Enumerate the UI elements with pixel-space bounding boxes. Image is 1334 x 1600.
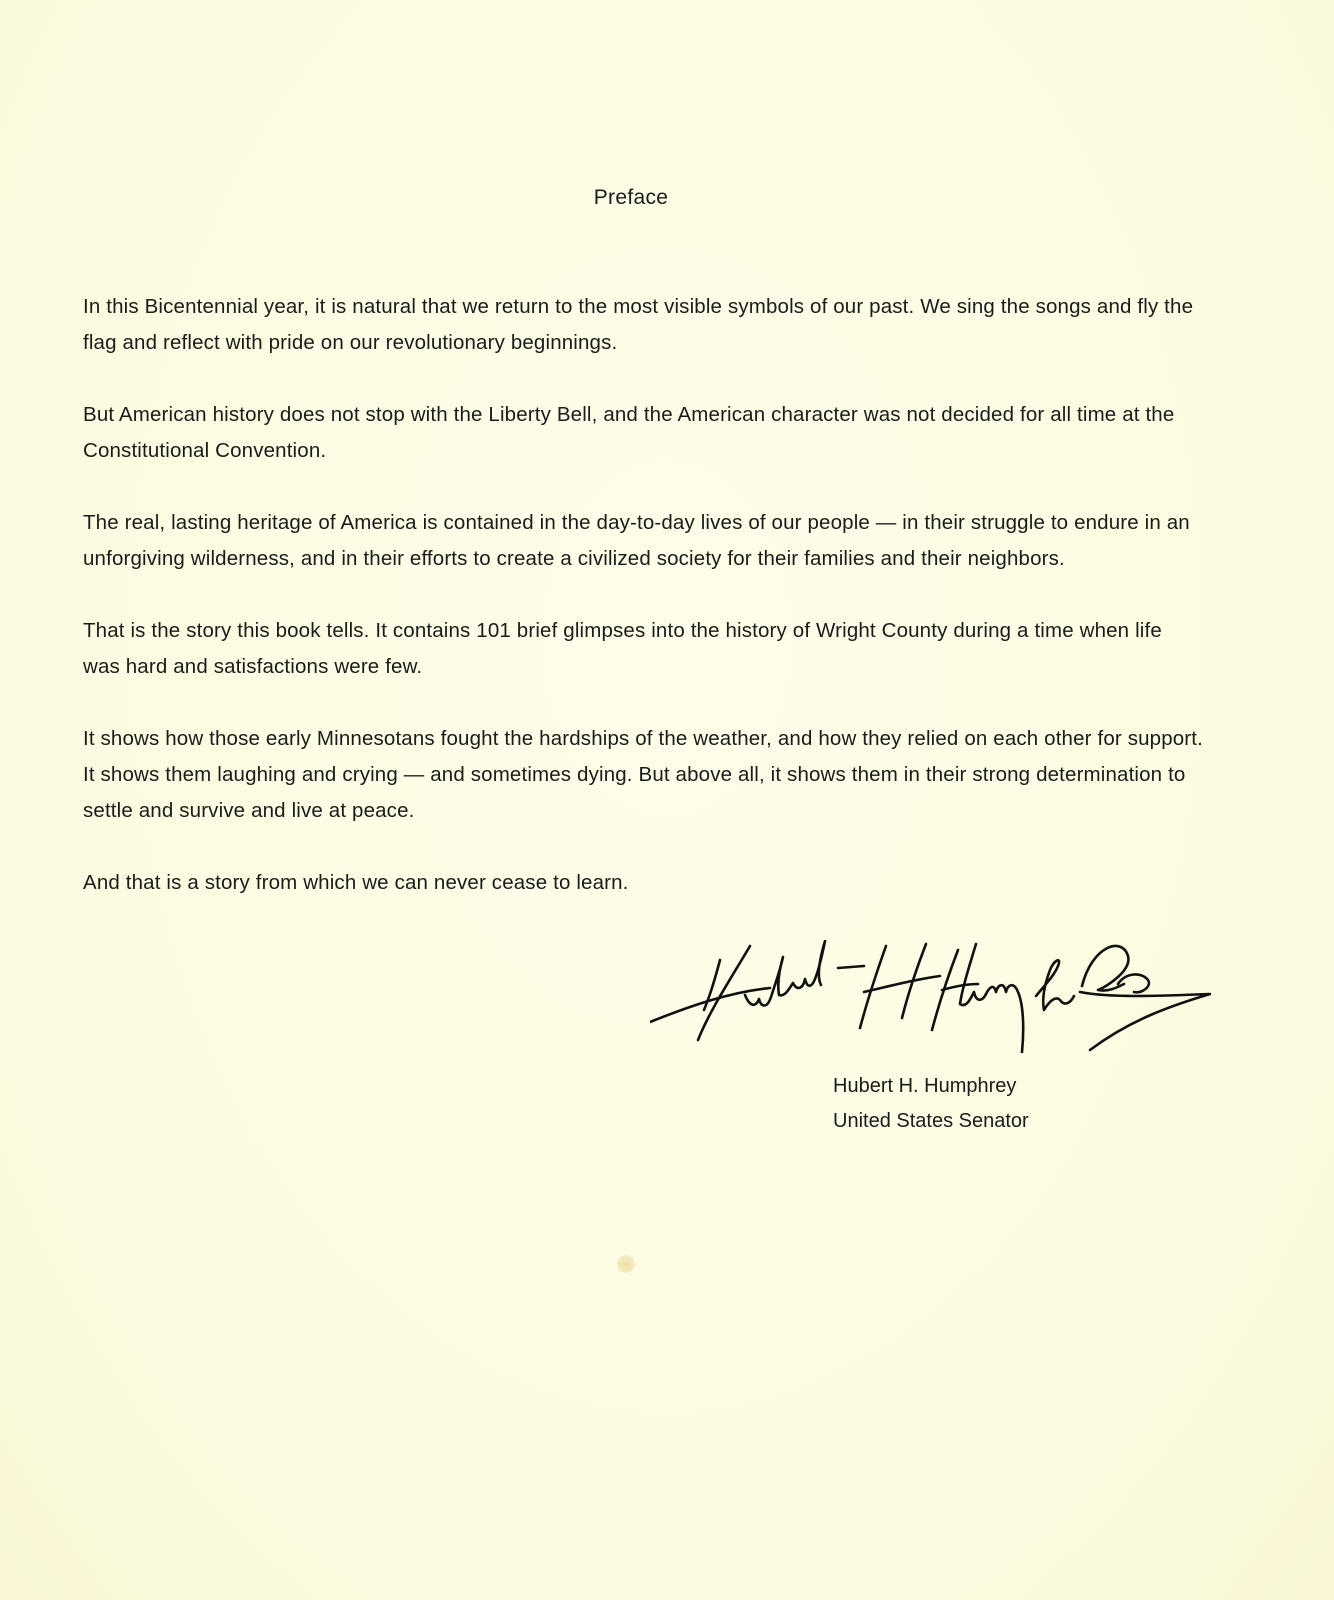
page-title: Preface (593, 186, 669, 209)
paragraph-2: But American history does not stop with the Liberty Bell, and the American character was not decided for all time at the Constitutional Convention. (83, 403, 1175, 462)
signature-icon (650, 940, 1220, 1060)
paper-stain (617, 1255, 635, 1273)
paragraph-5: It shows how those early Minnesotans fought the hardships of the weather, and how they relied on each other for support. It shows them laughing and crying — and sometimes dying. But above all, it shows them in their strong determination to settle and survive and live at peace. (83, 727, 1203, 822)
signatory-title: United States Senator (833, 1110, 1029, 1132)
preface-body (83, 289, 1203, 937)
paragraph-4: That is the story this book tells. It contains 101 brief glimpses into the history of Wright County during a time when life was hard and satisfactions were few. (83, 619, 1162, 678)
paragraph-3: The real, lasting heritage of America is contained in the day-to-day lives of our people — in their struggle to endure in an unforgiving wilderness, and in their efforts to create a civilized society for their families and their neighbors. (83, 511, 1190, 570)
paragraph-1: In this Bicentennial year, it is natural that we return to the most visible symbols of our past. We sing the songs and fly the flag and reflect with pride on our revolutionary beginnings. (83, 295, 1194, 354)
signatory-name: Hubert H. Humphrey (833, 1075, 1017, 1097)
paragraph-6: And that is a story from which we can never cease to learn. (83, 871, 629, 894)
